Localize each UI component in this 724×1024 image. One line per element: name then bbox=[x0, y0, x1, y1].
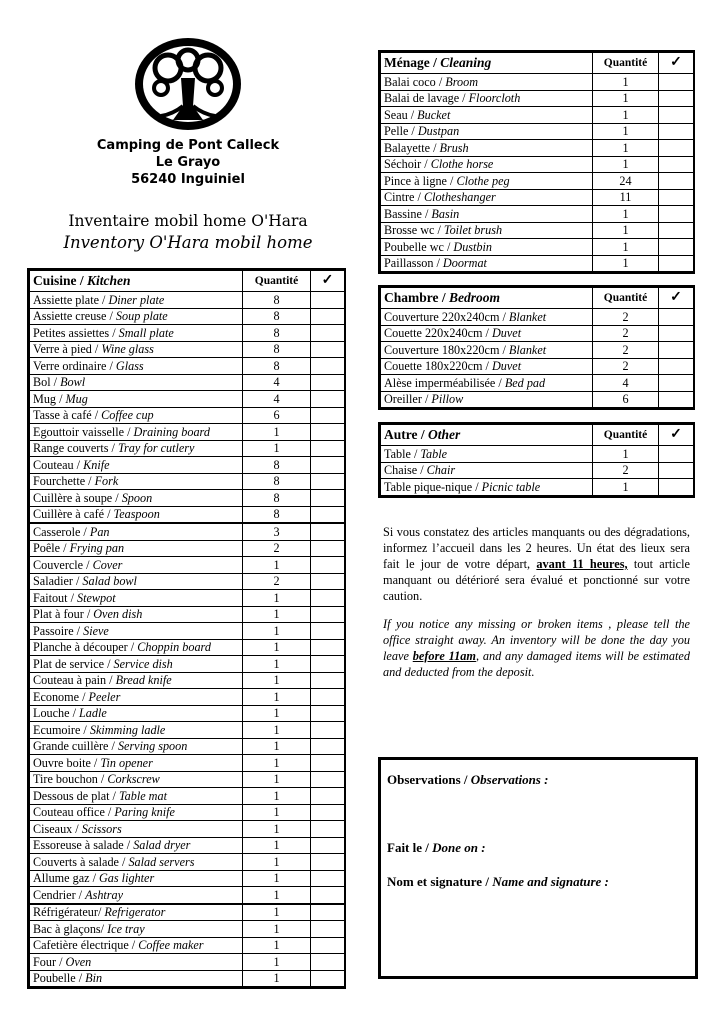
table-row bbox=[30, 970, 345, 987]
item-label: Cintre / Clotheshanger bbox=[381, 189, 593, 206]
item-quantity: 24 bbox=[593, 173, 659, 190]
check-cell[interactable] bbox=[311, 722, 345, 739]
item-quantity: 1 bbox=[593, 74, 659, 91]
item-label: Allume gaz / Gas lighter bbox=[30, 870, 243, 887]
item-quantity: 2 bbox=[593, 325, 659, 342]
item-label: Verre ordinaire / Glass bbox=[30, 358, 243, 375]
item-label: Couette 220x240cm / Duvet bbox=[381, 325, 593, 342]
item-quantity: 3 bbox=[243, 523, 311, 540]
table-row bbox=[381, 255, 694, 272]
check-cell[interactable] bbox=[311, 606, 345, 623]
check-cell[interactable] bbox=[659, 358, 694, 375]
table-row bbox=[30, 722, 345, 739]
item-label: Dessous de plat / Table mat bbox=[30, 788, 243, 805]
table-row bbox=[381, 462, 694, 479]
item-label: Ecumoire / Skimming ladle bbox=[30, 722, 243, 739]
table-row bbox=[30, 788, 345, 805]
item-label: Tire bouchon / Corkscrew bbox=[30, 771, 243, 788]
table-row bbox=[30, 358, 345, 375]
qty-header: Quantité bbox=[593, 53, 659, 74]
item-quantity: 1 bbox=[593, 107, 659, 124]
table-row bbox=[381, 107, 694, 124]
item-label: Plat de service / Service dish bbox=[30, 656, 243, 673]
item-quantity: 8 bbox=[243, 473, 311, 490]
item-quantity: 4 bbox=[243, 374, 311, 391]
item-quantity: 1 bbox=[243, 755, 311, 772]
other-table bbox=[378, 422, 695, 498]
item-label: Balai coco / Broom bbox=[381, 74, 593, 91]
check-cell[interactable] bbox=[311, 540, 345, 557]
title-english: Inventory O'Hara mobil home bbox=[63, 233, 313, 252]
signature-label: Nom et signature / Name and signature : bbox=[387, 874, 609, 889]
item-label: Range couverts / Tray for cutlery bbox=[30, 440, 243, 457]
item-quantity: 1 bbox=[243, 705, 311, 722]
item-label: Verre à pied / Wine glass bbox=[30, 341, 243, 358]
item-quantity: 2 bbox=[243, 573, 311, 590]
item-quantity: 1 bbox=[243, 623, 311, 640]
item-quantity: 2 bbox=[593, 342, 659, 359]
item-label: Couverts à salade / Salad servers bbox=[30, 854, 243, 871]
cleaning-header: Ménage / Cleaning bbox=[381, 53, 593, 74]
check-cell[interactable] bbox=[659, 206, 694, 223]
check-cell[interactable] bbox=[659, 375, 694, 392]
item-quantity: 6 bbox=[243, 407, 311, 424]
table-row bbox=[30, 292, 345, 309]
item-quantity: 1 bbox=[243, 689, 311, 706]
table-row bbox=[30, 440, 345, 457]
item-label: Bol / Bowl bbox=[30, 374, 243, 391]
camping-name: Camping de Pont Calleck bbox=[96, 138, 280, 153]
item-quantity: 1 bbox=[243, 440, 311, 457]
done-on-label: Fait le / Done on : bbox=[387, 840, 486, 855]
check-cell[interactable] bbox=[311, 705, 345, 722]
item-label: Cafetière électrique / Coffee maker bbox=[30, 937, 243, 954]
item-quantity: 1 bbox=[593, 140, 659, 157]
item-quantity: 6 bbox=[593, 391, 659, 408]
item-quantity: 2 bbox=[593, 358, 659, 375]
item-quantity: 8 bbox=[243, 341, 311, 358]
table-row bbox=[30, 755, 345, 772]
item-quantity: 4 bbox=[243, 391, 311, 408]
table-row bbox=[381, 189, 694, 206]
kitchen-table bbox=[27, 268, 346, 989]
item-label: Cendrier / Ashtray bbox=[30, 887, 243, 904]
title-french: Inventaire mobil home O'Hara bbox=[68, 212, 308, 230]
item-quantity: 1 bbox=[243, 771, 311, 788]
table-row bbox=[30, 590, 345, 607]
item-quantity: 1 bbox=[593, 255, 659, 272]
check-cell[interactable] bbox=[311, 523, 345, 540]
item-quantity: 4 bbox=[593, 375, 659, 392]
item-quantity: 8 bbox=[243, 292, 311, 309]
item-label: Cuillère à café / Teaspoon bbox=[30, 506, 243, 523]
check-cell[interactable] bbox=[311, 672, 345, 689]
check-cell[interactable] bbox=[311, 490, 345, 507]
item-quantity: 1 bbox=[243, 788, 311, 805]
item-quantity: 1 bbox=[593, 222, 659, 239]
qty-header: Quantité bbox=[243, 271, 311, 292]
item-quantity: 1 bbox=[593, 479, 659, 496]
check-cell[interactable] bbox=[659, 391, 694, 408]
item-quantity: 1 bbox=[243, 656, 311, 673]
table-row bbox=[30, 374, 345, 391]
check-cell[interactable] bbox=[311, 970, 345, 987]
check-cell[interactable] bbox=[311, 573, 345, 590]
table-row bbox=[30, 606, 345, 623]
item-label: Paillasson / Doormat bbox=[381, 255, 593, 272]
item-label: Essoreuse à salade / Salad dryer bbox=[30, 837, 243, 854]
check-cell[interactable] bbox=[311, 440, 345, 457]
bedroom-header: Chambre / Bedroom bbox=[381, 288, 593, 309]
item-label: Couette 180x220cm / Duvet bbox=[381, 358, 593, 375]
table-row bbox=[30, 325, 345, 342]
table-row bbox=[30, 870, 345, 887]
checkmark-icon: ✓ bbox=[311, 271, 345, 292]
item-label: Poubelle / Bin bbox=[30, 970, 243, 987]
item-quantity: 1 bbox=[243, 738, 311, 755]
item-label: Assiette creuse / Soup plate bbox=[30, 308, 243, 325]
observations-box[interactable] bbox=[378, 757, 698, 979]
item-label: Tasse à café / Coffee cup bbox=[30, 407, 243, 424]
item-quantity: 11 bbox=[593, 189, 659, 206]
item-label: Casserole / Pan bbox=[30, 523, 243, 540]
check-cell[interactable] bbox=[311, 457, 345, 474]
item-quantity: 1 bbox=[593, 206, 659, 223]
item-quantity: 1 bbox=[243, 424, 311, 441]
item-label: Passoire / Sieve bbox=[30, 623, 243, 640]
check-cell[interactable] bbox=[311, 771, 345, 788]
table-row bbox=[30, 887, 345, 904]
item-quantity: 2 bbox=[593, 462, 659, 479]
check-cell[interactable] bbox=[311, 325, 345, 342]
item-quantity: 1 bbox=[593, 239, 659, 256]
check-cell[interactable] bbox=[659, 107, 694, 124]
camping-town: 56240 Inguiniel bbox=[131, 172, 245, 187]
table-row bbox=[30, 308, 345, 325]
check-cell[interactable] bbox=[311, 904, 345, 921]
check-cell[interactable] bbox=[659, 462, 694, 479]
check-cell[interactable] bbox=[311, 308, 345, 325]
check-cell[interactable] bbox=[311, 887, 345, 904]
check-cell[interactable] bbox=[311, 639, 345, 656]
item-quantity: 1 bbox=[593, 123, 659, 140]
item-quantity: 1 bbox=[243, 639, 311, 656]
check-cell[interactable] bbox=[659, 325, 694, 342]
item-label: Poubelle wc / Dustbin bbox=[381, 239, 593, 256]
table-row bbox=[30, 473, 345, 490]
table-row bbox=[30, 639, 345, 656]
table-row bbox=[381, 391, 694, 408]
check-cell[interactable] bbox=[311, 590, 345, 607]
table-row bbox=[381, 173, 694, 190]
table-row bbox=[30, 904, 345, 921]
table-row bbox=[381, 446, 694, 463]
check-cell[interactable] bbox=[311, 821, 345, 838]
check-cell[interactable] bbox=[311, 689, 345, 706]
table-row bbox=[381, 90, 694, 107]
table-row bbox=[30, 490, 345, 507]
item-quantity: 1 bbox=[243, 904, 311, 921]
tree-of-life-icon bbox=[133, 36, 243, 132]
item-label: Couverture 180x220cm / Blanket bbox=[381, 342, 593, 359]
item-quantity: 8 bbox=[243, 457, 311, 474]
item-quantity: 1 bbox=[243, 837, 311, 854]
notice-french: Si vous constatez des articles manquants ou des dégradations, informez l’accueil dans les 2 heures. Un état des lieux sera fait le jour de votre départ, avant 11 heures, tout article manquant ou détérioré sera évalué et ponctionné sur votre caution. bbox=[383, 525, 690, 603]
table-row bbox=[30, 407, 345, 424]
check-cell[interactable] bbox=[659, 446, 694, 463]
item-quantity: 1 bbox=[243, 970, 311, 987]
check-cell[interactable] bbox=[311, 738, 345, 755]
table-row bbox=[30, 804, 345, 821]
item-label: Couteau office / Paring knife bbox=[30, 804, 243, 821]
table-row bbox=[30, 424, 345, 441]
item-label: Couvercle / Cover bbox=[30, 557, 243, 574]
bedroom-table bbox=[378, 285, 695, 410]
table-row bbox=[381, 140, 694, 157]
item-quantity: 1 bbox=[243, 921, 311, 938]
item-quantity: 1 bbox=[243, 854, 311, 871]
check-cell[interactable] bbox=[659, 309, 694, 326]
item-quantity: 8 bbox=[243, 490, 311, 507]
item-label: Petites assiettes / Small plate bbox=[30, 325, 243, 342]
check-cell[interactable] bbox=[311, 837, 345, 854]
check-cell[interactable] bbox=[659, 156, 694, 173]
item-label: Cuillère à soupe / Spoon bbox=[30, 490, 243, 507]
check-cell[interactable] bbox=[311, 921, 345, 938]
item-label: Alèse imperméabilisée / Bed pad bbox=[381, 375, 593, 392]
item-quantity: 1 bbox=[243, 672, 311, 689]
item-label: Faitout / Stewpot bbox=[30, 590, 243, 607]
check-cell[interactable] bbox=[659, 239, 694, 256]
item-label: Couverture 220x240cm / Blanket bbox=[381, 309, 593, 326]
item-label: Balai de lavage / Floorcloth bbox=[381, 90, 593, 107]
item-label: Econome / Peeler bbox=[30, 689, 243, 706]
item-label: Réfrigérateur/ Refrigerator bbox=[30, 904, 243, 921]
checkmark-icon: ✓ bbox=[659, 425, 694, 446]
item-label: Seau / Bucket bbox=[381, 107, 593, 124]
item-label: Table / Table bbox=[381, 446, 593, 463]
item-label: Planche à découper / Choppin board bbox=[30, 639, 243, 656]
check-cell[interactable] bbox=[659, 479, 694, 496]
item-quantity: 8 bbox=[243, 506, 311, 523]
check-cell[interactable] bbox=[311, 623, 345, 640]
item-label: Ouvre boite / Tin opener bbox=[30, 755, 243, 772]
check-cell[interactable] bbox=[659, 74, 694, 91]
table-row bbox=[30, 523, 345, 540]
check-cell[interactable] bbox=[311, 937, 345, 954]
item-quantity: 2 bbox=[243, 540, 311, 557]
check-cell[interactable] bbox=[311, 854, 345, 871]
item-quantity: 1 bbox=[243, 887, 311, 904]
check-cell[interactable] bbox=[311, 473, 345, 490]
checkmark-icon: ✓ bbox=[659, 288, 694, 309]
check-cell[interactable] bbox=[311, 374, 345, 391]
item-quantity: 1 bbox=[593, 90, 659, 107]
table-row bbox=[381, 123, 694, 140]
item-label: Bac à glaçons/ Ice tray bbox=[30, 921, 243, 938]
check-cell[interactable] bbox=[659, 222, 694, 239]
table-row bbox=[30, 573, 345, 590]
check-cell[interactable] bbox=[311, 804, 345, 821]
table-row bbox=[381, 222, 694, 239]
table-row bbox=[30, 821, 345, 838]
table-row bbox=[30, 557, 345, 574]
item-quantity: 1 bbox=[243, 937, 311, 954]
item-quantity: 1 bbox=[243, 590, 311, 607]
kitchen-header: Cuisine / Kitchen bbox=[30, 271, 243, 292]
item-label: Pelle / Dustpan bbox=[381, 123, 593, 140]
cleaning-table bbox=[378, 50, 695, 274]
check-cell[interactable] bbox=[311, 407, 345, 424]
check-cell[interactable] bbox=[311, 557, 345, 574]
notice-english: If you notice any missing or broken items , please tell the office straight away. An inventory will be done the day you leave before 11am, and any damaged items will be estimated and deducted from the deposit. bbox=[383, 617, 690, 679]
item-label: Plat à four / Oven dish bbox=[30, 606, 243, 623]
table-row bbox=[381, 239, 694, 256]
table-row bbox=[30, 623, 345, 640]
item-label: Pince à ligne / Clothe peg bbox=[381, 173, 593, 190]
table-row bbox=[30, 672, 345, 689]
other-header: Autre / Other bbox=[381, 425, 593, 446]
item-label: Table pique-nique / Picnic table bbox=[381, 479, 593, 496]
table-row bbox=[381, 479, 694, 496]
item-quantity: 1 bbox=[593, 156, 659, 173]
logo bbox=[133, 36, 243, 132]
item-quantity: 1 bbox=[243, 954, 311, 971]
item-label: Grande cuillère / Serving spoon bbox=[30, 738, 243, 755]
check-cell[interactable] bbox=[311, 755, 345, 772]
item-quantity: 1 bbox=[243, 606, 311, 623]
table-row bbox=[30, 391, 345, 408]
table-row bbox=[30, 854, 345, 871]
item-label: Egouttoir vaisselle / Draining board bbox=[30, 424, 243, 441]
table-row bbox=[30, 705, 345, 722]
item-quantity: 1 bbox=[243, 821, 311, 838]
camping-place: Le Grayo bbox=[155, 155, 221, 170]
check-cell[interactable] bbox=[659, 255, 694, 272]
check-cell[interactable] bbox=[311, 424, 345, 441]
check-cell[interactable] bbox=[311, 506, 345, 523]
table-row bbox=[30, 656, 345, 673]
item-label: Brosse wc / Toilet brush bbox=[381, 222, 593, 239]
check-cell[interactable] bbox=[659, 189, 694, 206]
item-label: Poêle / Frying pan bbox=[30, 540, 243, 557]
item-label: Ciseaux / Scissors bbox=[30, 821, 243, 838]
check-cell[interactable] bbox=[311, 954, 345, 971]
check-cell[interactable] bbox=[659, 123, 694, 140]
check-cell[interactable] bbox=[311, 656, 345, 673]
item-label: Bassine / Basin bbox=[381, 206, 593, 223]
item-quantity: 1 bbox=[593, 446, 659, 463]
check-cell[interactable] bbox=[311, 391, 345, 408]
table-row bbox=[30, 837, 345, 854]
table-row bbox=[381, 342, 694, 359]
table-row bbox=[30, 771, 345, 788]
item-label: Couteau à pain / Bread knife bbox=[30, 672, 243, 689]
check-cell[interactable] bbox=[311, 870, 345, 887]
item-label: Mug / Mug bbox=[30, 391, 243, 408]
table-row bbox=[30, 506, 345, 523]
table-row bbox=[381, 156, 694, 173]
check-cell[interactable] bbox=[659, 342, 694, 359]
table-row bbox=[30, 937, 345, 954]
item-label: Oreiller / Pillow bbox=[381, 391, 593, 408]
item-quantity: 8 bbox=[243, 325, 311, 342]
item-quantity: 1 bbox=[243, 722, 311, 739]
check-cell[interactable] bbox=[311, 788, 345, 805]
table-row bbox=[30, 689, 345, 706]
check-cell[interactable] bbox=[311, 341, 345, 358]
table-row bbox=[30, 921, 345, 938]
table-row bbox=[381, 325, 694, 342]
table-row bbox=[30, 954, 345, 971]
table-row bbox=[30, 341, 345, 358]
checkmark-icon: ✓ bbox=[659, 53, 694, 74]
item-quantity: 8 bbox=[243, 308, 311, 325]
table-row bbox=[381, 375, 694, 392]
check-cell[interactable] bbox=[659, 173, 694, 190]
item-label: Couteau / Knife bbox=[30, 457, 243, 474]
item-quantity: 1 bbox=[243, 870, 311, 887]
check-cell[interactable] bbox=[659, 90, 694, 107]
item-quantity: 2 bbox=[593, 309, 659, 326]
qty-header: Quantité bbox=[593, 288, 659, 309]
table-row bbox=[381, 358, 694, 375]
table-row bbox=[381, 74, 694, 91]
check-cell[interactable] bbox=[311, 292, 345, 309]
table-row bbox=[30, 457, 345, 474]
item-label: Assiette plate / Diner plate bbox=[30, 292, 243, 309]
item-quantity: 8 bbox=[243, 358, 311, 375]
item-quantity: 1 bbox=[243, 804, 311, 821]
item-quantity: 1 bbox=[243, 557, 311, 574]
item-label: Séchoir / Clothe horse bbox=[381, 156, 593, 173]
table-row bbox=[30, 738, 345, 755]
observations-label: Observations / Observations : bbox=[387, 772, 549, 787]
table-row bbox=[30, 540, 345, 557]
check-cell[interactable] bbox=[659, 140, 694, 157]
item-label: Louche / Ladle bbox=[30, 705, 243, 722]
table-row bbox=[381, 309, 694, 326]
item-label: Four / Oven bbox=[30, 954, 243, 971]
item-label: Chaise / Chair bbox=[381, 462, 593, 479]
item-label: Balayette / Brush bbox=[381, 140, 593, 157]
item-label: Fourchette / Fork bbox=[30, 473, 243, 490]
check-cell[interactable] bbox=[311, 358, 345, 375]
table-row bbox=[381, 206, 694, 223]
qty-header: Quantité bbox=[593, 425, 659, 446]
item-label: Saladier / Salad bowl bbox=[30, 573, 243, 590]
